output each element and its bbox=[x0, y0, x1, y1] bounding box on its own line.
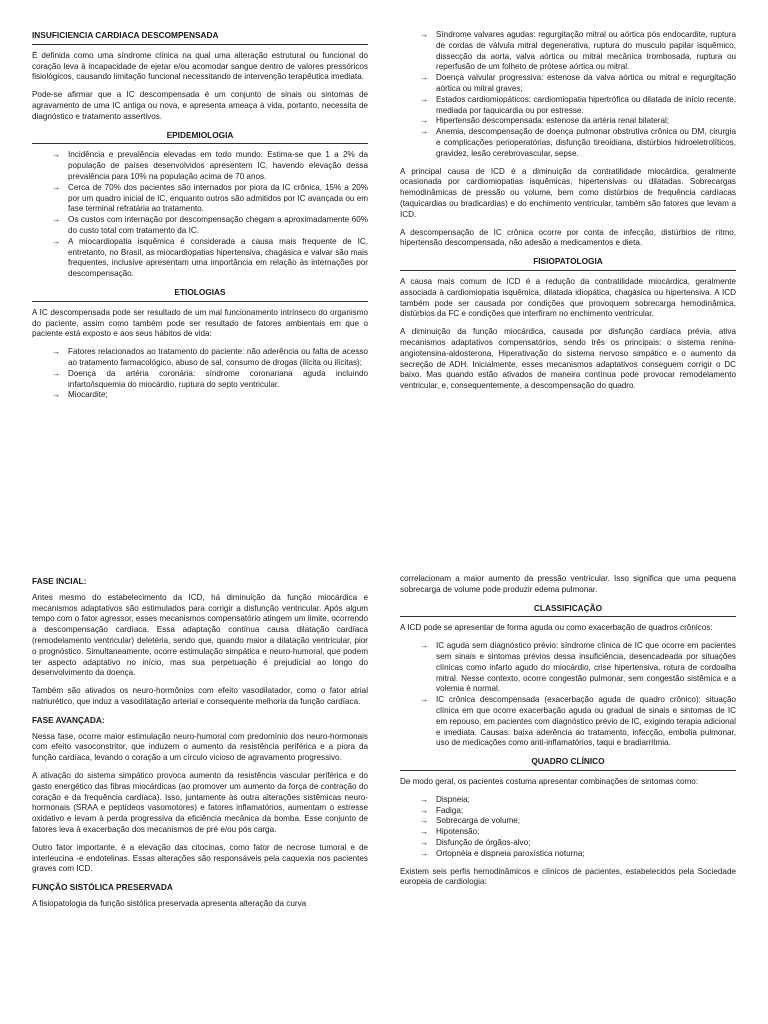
quadro-clinico-paragraph: Existem seis perfis hemodinâmicos e clínicos de pacientes, estabelecidos pela Sociedade europeia de cardiologia: bbox=[400, 866, 736, 887]
top-left-column bbox=[32, 30, 368, 408]
intro-paragraph: Pode-se afirmar que a IC descompensada é um conjunto de sinais ou sintomas de agravamento de uma IC antiga ou nova, e apresenta ameaça à vida, portanto, necessita de diagnóstico e tratamento assertivos. bbox=[32, 90, 368, 121]
list-item: → Doença da artéria coronária: síndrome coronariana aguda incluindo infarto/isquemia do miocárdio, ruptura do septo ventricular. bbox=[52, 369, 368, 391]
list-item: → IC crônica descompensada (exacerbação aguda de quadro crônico): situação clínica em que ocorre exacerbação aguda ou gradual de sinais e sintomas de IC em repouso, em pacientes com diagnóstico prévio de IC, exigindo terapia adicional e imediata. Causas: baixa aderência ao tratamento, infecção, embolia pulmonar, uso de medicações como anti-inflamatórios, taqui e bradiarritmia. bbox=[420, 695, 736, 749]
list-item: → IC aguda sem diagnóstico prévio: síndrome clínica de IC que ocorre em pacientes sem sinais e sintomas prévios dessa insuficiência, desencadeada por situações clínicas como infarto agudo do miocárdio, crise hipertensiva, rotura de cordoalha mitral. Nesse contexto, ocorre congestão pulmonar, sem congestão sistêmica e a volemia é normal. bbox=[420, 641, 736, 695]
fase-avancada-paragraph: Nessa fase, ocorre maior estimulação neuro-humoral com predomínio dos neuro-hormonais com efeito vasoconstritor, que induzem o aumento da resistência periférica e a piora da função cardíaca, levando o coração a um círculo vicioso de agravamento progressivo. bbox=[32, 731, 368, 763]
page-bottom bbox=[0, 562, 768, 1024]
section-heading-fisiopatologia: FISIOPATOLOGIA bbox=[400, 256, 736, 271]
list-item: → Incidência e prevalência elevadas em todo mundo. Estima-se que 1 a 2% da população de países desenvolvidos apresentem IC, havendo elevação dessa prevalência para 10% na população acima de 70 anos. bbox=[52, 150, 368, 182]
fisiopatologia-paragraph: A causa mais comum de ICD é a redução da contratilidade miocárdica, geralmente associada à cardiomiopatia isquêmica, dilatada idiopática, chagásica ou hipertensiva. A ICD também pode ser causada por condições que provoquem sobrecarga hemodinâmica, distúrbios da FC e condições que interfiram no enchimento ventricular. bbox=[400, 276, 736, 319]
section-heading-classificacao: CLASSIFICAÇÃO bbox=[400, 603, 736, 618]
etiologias-paragraph: A principal causa de ICD é a diminuição da contratilidade miocárdica, geralmente ocasionada por cardiomiopatias isquêmicas, hipertensivas ou dilatadas. Sobrecargas hemodinâmicas de pressão ou volume, bem como distúrbios de frequência cardíacas (taquicardias ou bradicardias) e do enchimento ventricular, também são fatores que levam a ICD. bbox=[400, 166, 736, 219]
list-item: → Dispneia; bbox=[420, 795, 736, 806]
classificacao-intro: A ICD pode se apresentar de forma aguda ou como exacerbação de quadros crônicos: bbox=[400, 623, 713, 633]
list-item: → Síndrome valvares agudas: regurgitação mitral ou aórtica pós endocardite, ruptura de cordas de válvula mitral degenerativa, ruptura do musculo papilar isquêmico, dissecção da aorta, valva aórtica ou mitral mecânica trombosada, ruptura ou reperfusão de um folheto de prótese aórtica ou mitral. bbox=[420, 30, 736, 73]
bottom-left-column bbox=[32, 574, 368, 917]
fase-inicial-paragraph: Antes mesmo do estabelecimento da ICD, há diminuição da função miocárdica e mecanismos adaptativos são estimulados para corrigir a disfunção ventricular. Após algum tempo com o fator agressor, esses mecanismos compensatório atingem um limite, ocorrendo a descompensação cardíaca. Essa adaptação contínua causa dilatação cardíaca (remodelamento ventricular) deletéria, sendo que, quando maior a dilatação ventricular, pior o prognóstico. Simultaneamente, ocorre estimulação simpática e neuro-humoral, que podem ter aspecto adaptativo no início, mas sua perpetuação é prejudicial ao longo do desenvolvimento da doença. bbox=[32, 592, 368, 678]
list-item: → A miocardiopatia isquêmica é considerada a causa mais frequente de IC, entretanto, no Brasil, as miocardiopatias hipertensiva, chagásica e valvar são mais frequentes, inclusive apresentam uma importância em relação às internações por descompensação. bbox=[52, 237, 368, 280]
top-right-column bbox=[400, 30, 736, 399]
section-heading-epidemiologia: EPIDEMIOLOGIA bbox=[32, 130, 368, 145]
list-item: → Doença valvular progressiva: estenose da valva aórtica ou mitral e regurgitação aórtica ou mitral graves; bbox=[420, 73, 736, 95]
list-item: → Estados cardiomiopáticos: cardiomiopatia hipertrófica ou dilatada de início recente, mediada por taquicardia ou por estresse. bbox=[420, 95, 736, 117]
epidemiologia-list bbox=[32, 150, 368, 280]
fase-avancada-paragraph: A ativação do sistema simpático provoca aumento da resistência vascular periférica e do gasto energético das fibras miocárdicas (ao promover um aumento da força de contração do coração e da frequência cardíaca). Isso, juntamente às outra alterações sistêmicas neuro-hormonais (SRAA e peptídeos vasomotores) e fatores inflamatórios, aumentam o estresse oxidativo e levam à perda progressiva da eficiência mecânica da bomba. Esse conjunto de fatores leva à exacerbação dos mecanismos de pré e/ou pós carga. bbox=[32, 770, 368, 834]
list-item: → Disfunção de órgãos-alvo; bbox=[420, 838, 736, 849]
list-item: → Cerca de 70% dos pacientes são internados por piora da IC crônica, 15% a 20% por um quadro inicial de IC, enquanto outros são admitidos por IC avançada ou em fase terminal refratária ao tratamento. bbox=[52, 183, 368, 215]
list-item: → Fadiga; bbox=[420, 806, 736, 817]
etiologias-paragraph: A descompensação de IC crônica ocorre por conta de infecção, distúrbios de ritmo, hipertensão descompensada, não adesão a medicamentos e dieta. bbox=[400, 227, 736, 248]
fisiopatologia-paragraph: A diminuição da função miocárdica, causada por disfunção cardíaca prévia, ativa mecanismos adaptativos compensatórios, sendo três os principais: o sistema renina-angiotensina-aldosterona, Hiperativação do sistema nervoso simpático e o aumento da secreção de ADH. Inicialmente, esses mecanismos adaptativos conseguem corrigir o DC baixo. Mas quando estão ativados de maneira contínua pode provocar remodelamento ventricular, e, consequentemente, a descompensação do quadro. bbox=[400, 327, 736, 391]
bottom-right-column bbox=[400, 574, 736, 895]
list-item: → Ortopnéia e dispneia paroxística noturna; bbox=[420, 849, 736, 860]
list-item: → Hipotensão; bbox=[420, 827, 736, 838]
subheading-funcao-sistolica: FUNÇÃO SISTÓLICA PRESERVADA bbox=[32, 882, 173, 893]
classificacao-list bbox=[400, 641, 736, 749]
intro-paragraph: É definida como uma síndrome clínica na qual uma alteração estrutural ou funcional do coração leva à incapacidade de ejetar e/ou acomodar sangue dentro de valores pressóricos fisiológicos, causando limitação funcional necessitando de intervenção terapêutica imediata. bbox=[32, 50, 368, 82]
list-item: → Sobrecarga de volume; bbox=[420, 816, 736, 827]
quadro-clinico-intro: De modo geral, os pacientes costuma apresentar combinações de sintomas como: bbox=[400, 776, 699, 786]
continued-paragraph: correlacionam a maior aumento da pressão ventricular. Isso significa que uma pequena sobrecarga de volume pode produzir edema pulmonar. bbox=[400, 574, 736, 594]
sintomas-list bbox=[400, 795, 736, 860]
etiologias-list bbox=[32, 347, 368, 401]
fase-avancada-paragraph: Outro fator importante, é a elevação das citocinas, como fator de necrose tumoral e de interleucina ‑e endotelinas. Essas alterações são responsáveis pela caquexia nos pacientes graves com ICD. bbox=[32, 842, 368, 874]
fase-inicial-paragraph: Também são ativados os neuro-hormônios com efeito vasodilatador, como o fator atrial natriurético, que induz a vasodilatação arterial e consequente melhoria da função cardíaca. bbox=[32, 686, 368, 706]
list-item: → Os custos com internação por descompensação chegam a aproximadamente 60% do custo total com tratamento da IC. bbox=[52, 215, 368, 237]
subheading-fase-inicial: FASE INCIAL: bbox=[32, 576, 87, 586]
etiologias-list-continued bbox=[400, 30, 736, 160]
list-item: → Hipertensão descompensada: estenose da artéria renal bilateral; bbox=[420, 116, 736, 127]
list-item: → Fatores relacionados ao tratamento do paciente: não aderência ou falta de acesso ao tratamento farmacológico, abuso de sal, consumo de drogas (ilícita ou ilícitas); bbox=[52, 347, 368, 369]
list-item: → Miocardite; bbox=[52, 390, 368, 401]
subheading-fase-avancada: FASE AVANÇADA: bbox=[32, 714, 105, 725]
funcao-sistolica-paragraph: A fisiopatologia da função sistólica preservada apresenta alteração da curva bbox=[32, 898, 307, 908]
section-heading-quadro-clinico: QUADRO CLÍNICO bbox=[400, 756, 736, 771]
section-heading-etiologias: ETIOLOGIAS bbox=[32, 287, 368, 302]
list-item: → Anemia, descompensação de doença pulmonar obstrutiva crônica ou DM, cirurgia e complicações perioperatórias, disfunção tireoidiana, distúrbios hidroeletrolíticos, gravidez, lesão cerebrovascular, sepse. bbox=[420, 127, 736, 159]
etiologias-intro: A IC descompensada pode ser resultado de um mal funcionamento intrínseco do organismo do paciente, assim como também pode ser resultado de fatores ambientais em que o paciente está exposto e aos seus hábitos de vida: bbox=[32, 307, 368, 339]
document-title: INSUFICIENCIA CARDIACA DESCOMPENSADA bbox=[32, 30, 368, 45]
